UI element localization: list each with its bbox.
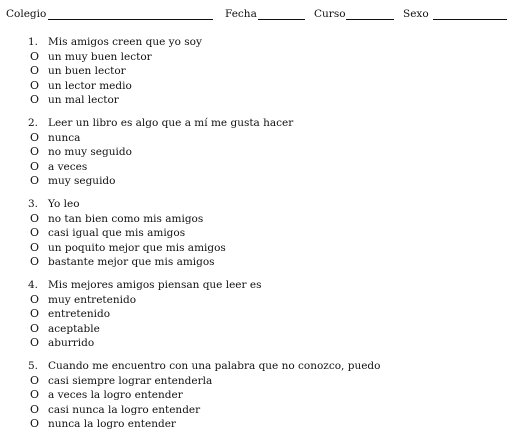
question-title xyxy=(0,278,514,293)
answer-option[interactable] xyxy=(0,241,514,256)
answer-text: muy entretenido xyxy=(48,293,137,306)
answer-bubble[interactable]: O xyxy=(30,159,40,173)
sexo-field[interactable] xyxy=(433,19,507,20)
question-title xyxy=(0,359,514,374)
question-4 xyxy=(0,278,514,351)
answer-text: un lector medio xyxy=(48,79,132,92)
answer-bubble[interactable]: O xyxy=(30,373,40,387)
answer-text: bastante mejor que mis amigos xyxy=(48,256,215,268)
answer-option[interactable] xyxy=(0,93,514,108)
question-text: Cuando me encuentro con una palabra que no conozco, puedo xyxy=(48,360,381,372)
answer-bubble[interactable]: O xyxy=(30,49,40,63)
answer-bubble[interactable]: O xyxy=(30,240,40,254)
answer-bubble[interactable]: O xyxy=(30,226,40,239)
question-1 xyxy=(0,35,514,108)
answer-bubble[interactable]: O xyxy=(30,307,40,320)
answer-bubble[interactable]: O xyxy=(30,64,40,77)
answer-option[interactable] xyxy=(0,388,514,403)
question-number: 4. xyxy=(28,279,39,291)
answer-option[interactable] xyxy=(0,293,514,308)
answer-option[interactable] xyxy=(0,212,514,227)
question-title xyxy=(0,116,514,131)
question-number: 2. xyxy=(28,117,39,129)
answer-bubble[interactable]: O xyxy=(30,130,40,144)
answer-bubble[interactable]: O xyxy=(30,145,40,158)
answer-bubble[interactable]: O xyxy=(30,292,40,306)
answer-bubble[interactable]: O xyxy=(30,255,40,268)
answer-option[interactable] xyxy=(0,145,514,160)
answer-text: no tan bien como mis amigos xyxy=(48,212,204,225)
answer-text: nunca la logro entender xyxy=(48,418,176,430)
answer-bubble[interactable]: O xyxy=(30,388,40,401)
answer-option[interactable] xyxy=(0,50,514,65)
answer-bubble[interactable]: O xyxy=(30,78,40,92)
answer-option[interactable] xyxy=(0,322,514,337)
answer-bubble[interactable]: O xyxy=(30,417,40,430)
answer-text: muy seguido xyxy=(48,175,116,187)
answer-option[interactable] xyxy=(0,226,514,241)
question-3 xyxy=(0,197,514,270)
student-info-header xyxy=(6,7,510,23)
answer-text: aburrido xyxy=(48,337,95,349)
answer-text: un buen lector xyxy=(48,65,126,77)
question-title xyxy=(0,197,514,212)
answer-text: un mal lector xyxy=(48,94,119,106)
answer-option[interactable] xyxy=(0,307,514,322)
answer-option[interactable] xyxy=(0,255,514,270)
question-text: Mis mejores amigos piensan que leer es xyxy=(48,279,262,291)
fecha-label: Fecha xyxy=(225,8,257,20)
answer-bubble[interactable]: O xyxy=(30,336,40,349)
question-text: Leer un libro es algo que a mí me gusta hacer xyxy=(48,117,294,129)
curso-label: Curso xyxy=(314,8,346,20)
answer-option[interactable] xyxy=(0,417,514,432)
answer-text: un poquito mejor que mis amigos xyxy=(48,241,226,254)
answer-bubble[interactable]: O xyxy=(30,93,40,106)
answer-bubble[interactable]: O xyxy=(30,174,40,187)
answer-option[interactable] xyxy=(0,336,514,351)
answer-option[interactable] xyxy=(0,374,514,389)
answer-bubble[interactable]: O xyxy=(30,402,40,416)
answer-option[interactable] xyxy=(0,174,514,189)
answer-text: casi nunca la logro entender xyxy=(48,403,201,416)
answer-option[interactable] xyxy=(0,79,514,94)
answer-option[interactable] xyxy=(0,131,514,146)
curso-field[interactable] xyxy=(346,19,394,20)
answer-text: un muy buen lector xyxy=(48,50,152,63)
sexo-label: Sexo xyxy=(403,8,429,20)
answer-text: a veces xyxy=(48,160,88,173)
answer-text: nunca xyxy=(48,131,81,144)
question-5 xyxy=(0,359,514,432)
answer-text: a veces la logro entender xyxy=(48,389,183,401)
answer-option[interactable] xyxy=(0,64,514,79)
question-number: 1. xyxy=(28,36,39,48)
question-title xyxy=(0,35,514,50)
answer-text: entretenido xyxy=(48,308,111,320)
answer-text: no muy seguido xyxy=(48,146,132,158)
colegio-field[interactable] xyxy=(48,19,213,20)
answer-text: casi siempre lograr entenderla xyxy=(48,374,213,387)
fecha-field[interactable] xyxy=(258,19,305,20)
question-2 xyxy=(0,116,514,189)
question-number: 5. xyxy=(28,360,39,372)
answer-text: aceptable xyxy=(48,322,100,335)
answer-bubble[interactable]: O xyxy=(30,211,40,225)
colegio-label: Colegio xyxy=(6,8,47,20)
answer-option[interactable] xyxy=(0,403,514,418)
answer-text: casi igual que mis amigos xyxy=(48,227,186,239)
answer-bubble[interactable]: O xyxy=(30,321,40,335)
question-text: Yo leo xyxy=(48,198,80,210)
answer-option[interactable] xyxy=(0,160,514,175)
question-text: Mis amigos creen que yo soy xyxy=(48,36,202,48)
question-number: 3. xyxy=(28,198,39,210)
